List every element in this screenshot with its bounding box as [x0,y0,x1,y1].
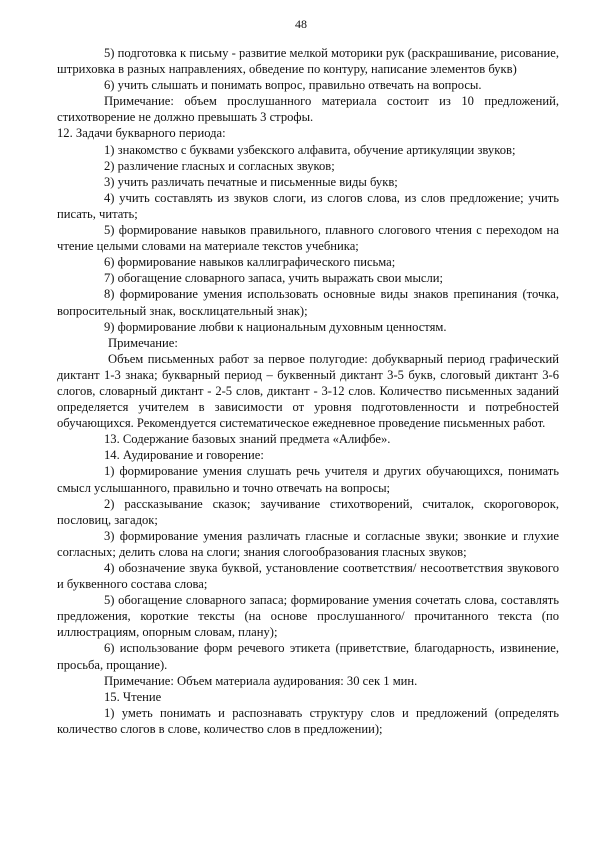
paragraph: Объем письменных работ за первое полугодие: добукварный период графический диктант 1-3 знака; букварный период – буквенный диктант 3-5 букв, слоговый диктант 3-6 слогов, словарный диктант - 2-5 слов, диктант - 3-12 слов. Количество письменных заданий определяется учителем в зависимости от уровня подготовленности и потребностей обучающихся. Рекомендуется систематическое ежедневное проведение письменных работ. [57,351,559,431]
paragraph: 2) различение гласных и согласных звуков; [104,158,335,173]
paragraph: 3) формирование умения различать гласные и согласные звуки; звонкие и глухие согласных; делить слова на слоги; знания слогообразования гласных звуков; [57,528,559,559]
paragraph: 8) формирование умения использовать основные виды знаков препинания (точка, вопросительный знак, восклицательный знак); [57,287,559,318]
paragraph: 9) формирование любви к национальным духовным ценностям. [104,319,447,334]
paragraph: 3) учить различать печатные и письменные виды букв; [104,174,398,189]
paragraph: 5) подготовка к письму - развитие мелкой моторики рук (раскрашивание, рисование, штриховка в разных направлениях, обведение по контуру, написание элементов букв) [57,46,559,77]
paragraph: 6) использование форм речевого этикета (приветствие, благодарность, извинение, просьба, прощание). [57,641,559,672]
paragraph: 1) знакомство с буквами узбекского алфавита, обучение артикуляции звуков; [104,142,516,157]
paragraph: 4) обозначение звука буквой, установление соответствия/ несоответствия звукового и буквенного состава слова; [57,561,559,592]
paragraph: 15. Чтение [104,689,162,704]
paragraph: 12. Задачи букварного периода: [57,126,226,141]
paragraph: 2) рассказывание сказок; заучивание стихотворений, считалок, скороговорок, пословиц, загадок; [57,496,559,527]
paragraph: Примечание: [108,335,178,350]
page-number: 48 [295,17,307,31]
paragraph: Примечание: объем прослушанного материала состоит из 10 предложений, стихотворение не должно превышать 3 строфы. [57,94,559,125]
paragraph: 1) уметь понимать и распознавать структуру слов и предложений (определять количество слогов в слове, количество слов в предложении); [57,705,559,736]
paragraph: 6) формирование навыков каллиграфического письма; [104,255,396,270]
paragraph: 13. Содержание базовых знаний предмета «Алифбе». [104,432,391,447]
document-body [57,45,559,737]
paragraph: 5) обогащение словарного запаса; формирование умения сочетать слова, составлять предложения, короткие тексты (на основе прослушанного/ прочитанного текста (по иллюстрациям, опорным словам, плану); [57,593,559,640]
paragraph: 7) обогащение словарного запаса, учить выражать свои мысли; [104,271,444,286]
paragraph: 1) формирование умения слушать речь учителя и других обучающихся, понимать смысл услышанного, правильно и точно отвечать на вопросы; [57,464,559,495]
paragraph: 14. Аудирование и говорение: [104,448,264,463]
paragraph: 5) формирование навыков правильного, плавного слогового чтения с переходом на чтение целыми словами на материале текстов учебника; [57,223,559,254]
paragraph: 6) учить слышать и понимать вопрос, правильно отвечать на вопросы. [104,78,482,93]
paragraph: 4) учить составлять из звуков слоги, из слогов слова, из слов предложение; учить писать, читать; [57,190,559,221]
paragraph: Примечание: Объем материала аудирования: 30 сек 1 мин. [104,673,418,688]
